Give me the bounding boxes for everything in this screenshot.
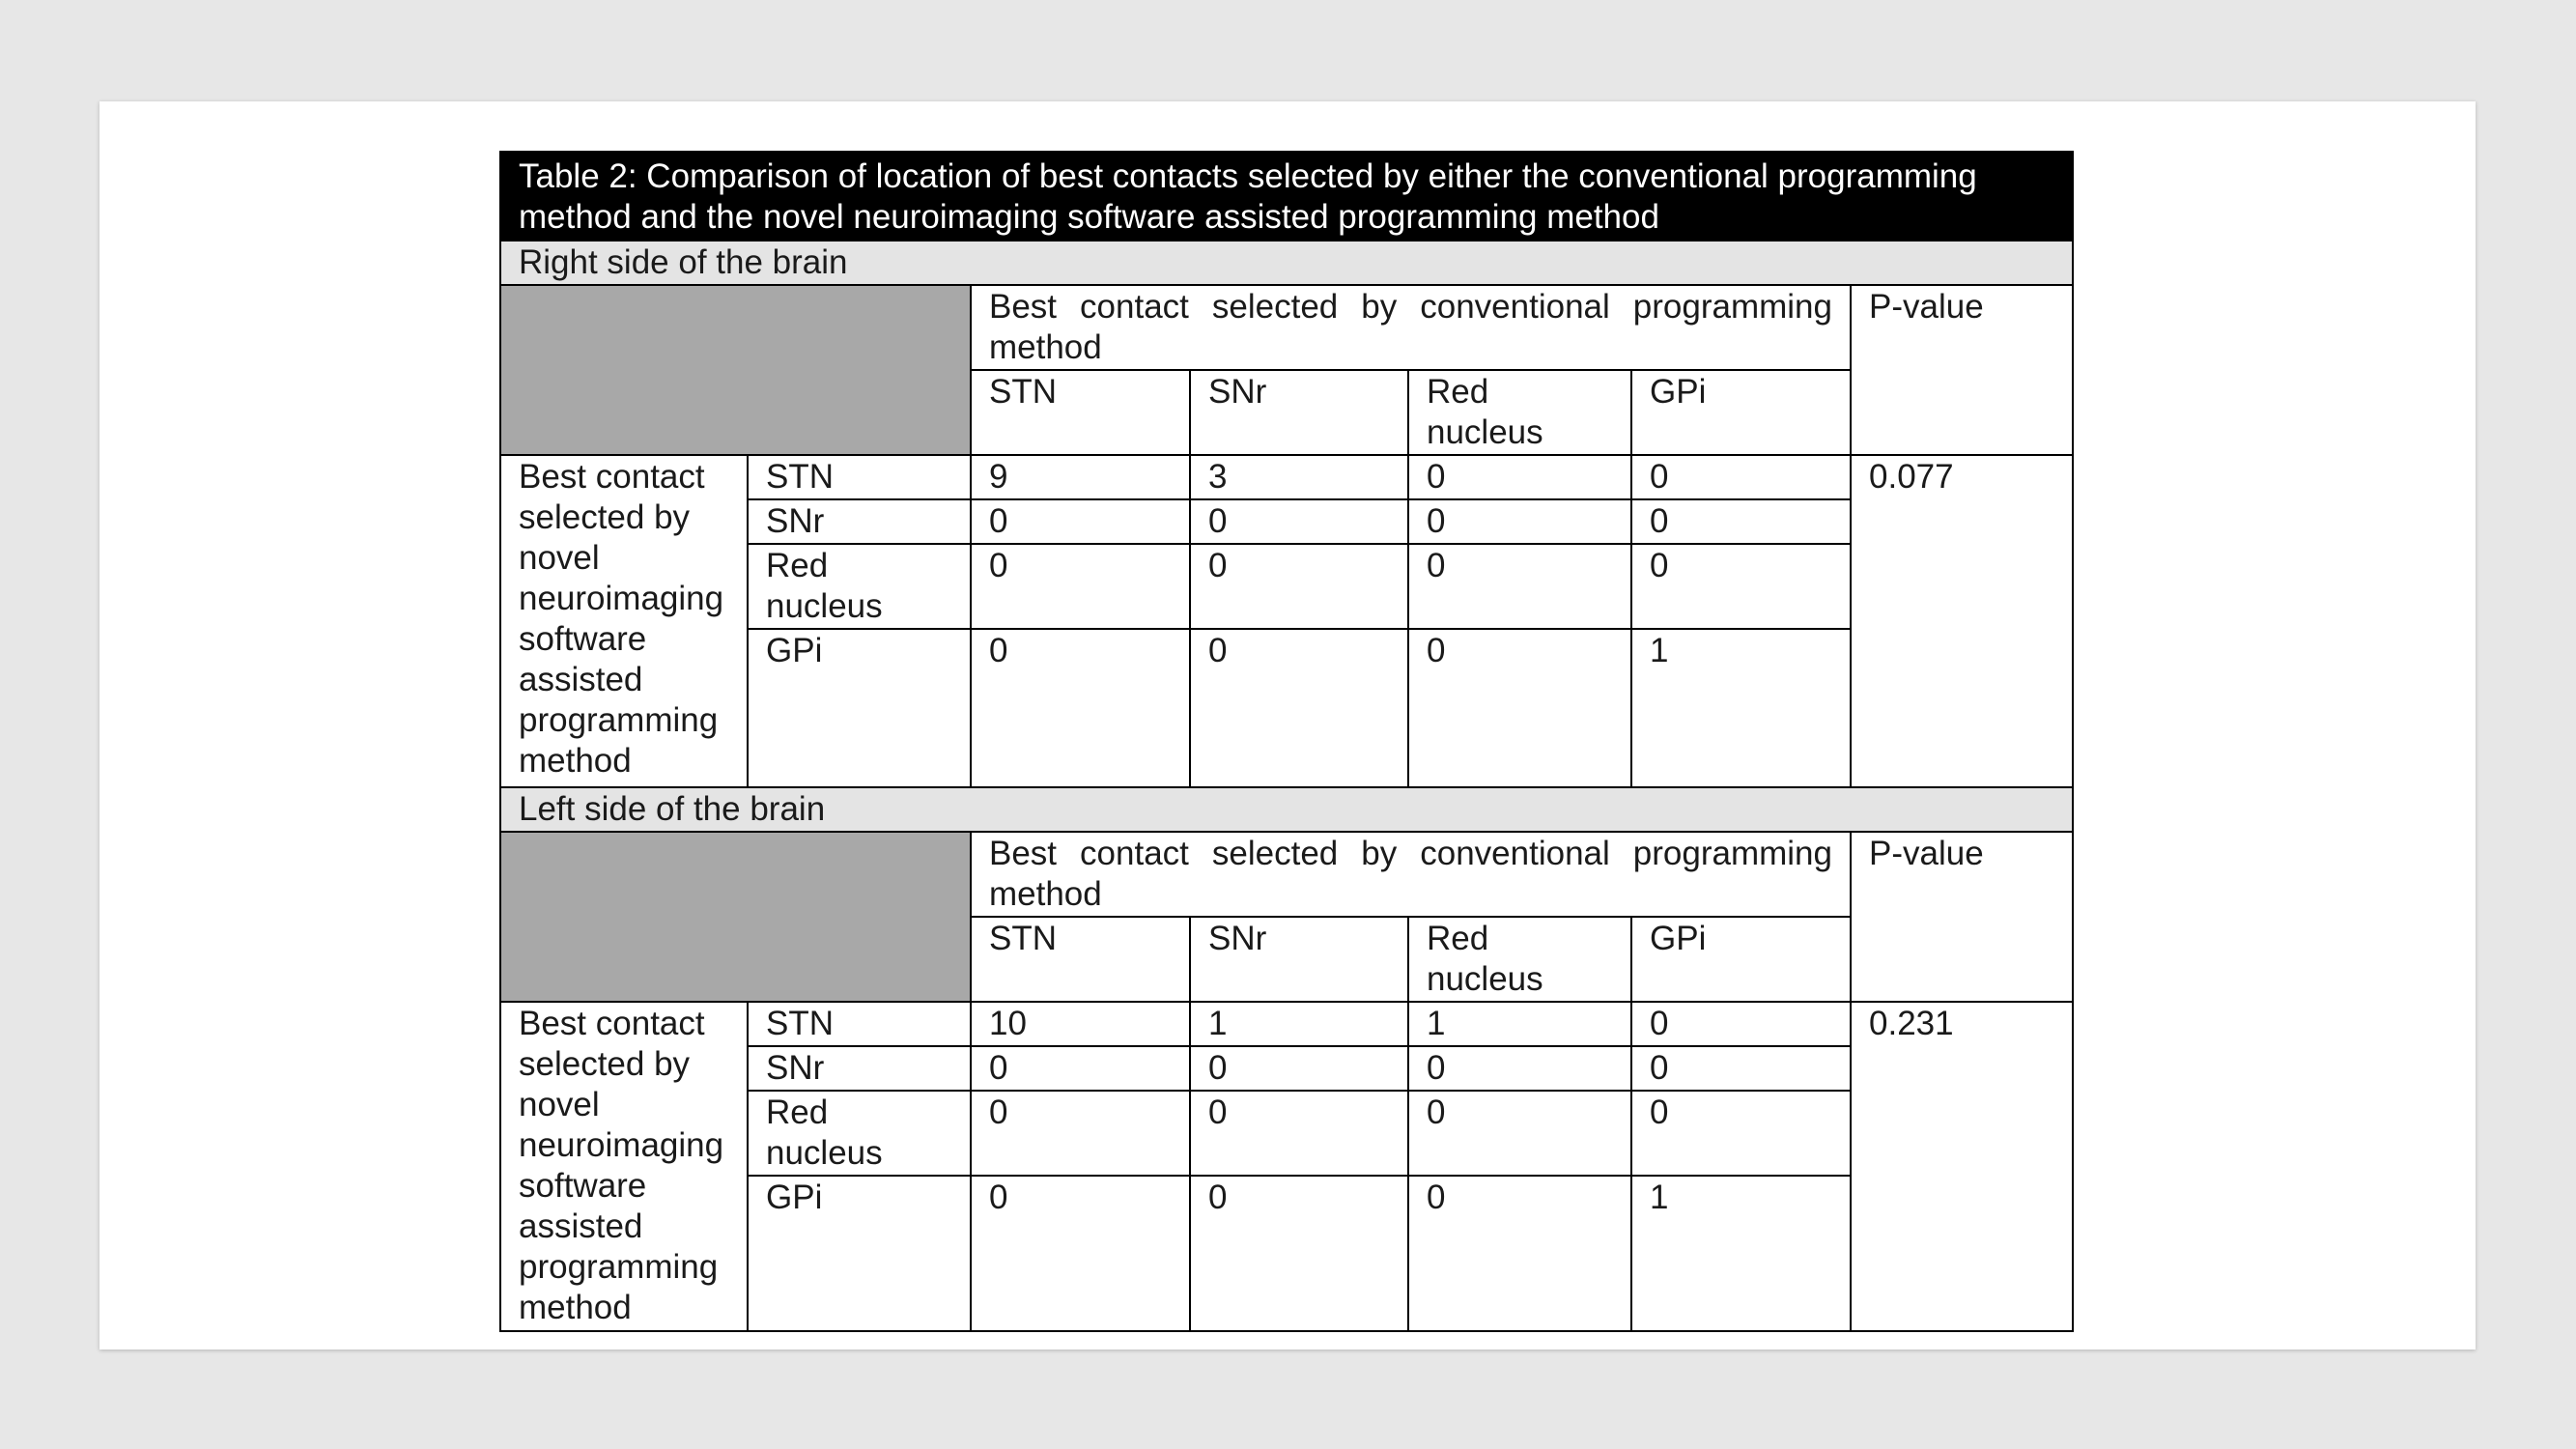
column-header: Red nucleus — [1408, 370, 1631, 455]
column-header: Red nucleus — [1408, 917, 1631, 1002]
caption-row — [500, 152, 2073, 241]
table-cell: 1 — [1631, 629, 1851, 787]
column-header: SNr — [1190, 917, 1408, 1002]
table-cell: 0 — [1631, 455, 1851, 499]
table-cell: 1 — [1190, 1002, 1408, 1046]
column-header: STN — [971, 917, 1190, 1002]
corner-cell — [500, 832, 971, 1002]
table-cell: 0 — [971, 1046, 1190, 1091]
col-group-header: Best contact selected by conventional programming method — [971, 285, 1851, 370]
table-cell: 0 — [1190, 499, 1408, 544]
section-title-right: Right side of the brain — [500, 241, 2073, 285]
table-cell: 0 — [971, 629, 1190, 787]
row-group-header: Best contact selected by novel neuroimaging software assisted programming method — [500, 455, 748, 787]
table-cell: 0 — [1631, 499, 1851, 544]
table-cell: 0 — [1408, 1091, 1631, 1176]
row-label: STN — [748, 455, 971, 499]
table-cell: 0 — [1408, 1046, 1631, 1091]
table-cell: 0 — [1631, 1091, 1851, 1176]
row-label: GPi — [748, 629, 971, 787]
table-cell: 0 — [971, 544, 1190, 629]
table-row — [500, 455, 2073, 499]
table-row — [500, 1002, 2073, 1046]
table-cell: 0 — [1190, 544, 1408, 629]
table-cell: 0 — [1408, 629, 1631, 787]
table-cell: 1 — [1408, 1002, 1631, 1046]
pvalue-header: P-value — [1851, 832, 2073, 1002]
table-cell: 0 — [1408, 455, 1631, 499]
col-group-header: Best contact selected by conventional programming method — [971, 832, 1851, 917]
row-label: SNr — [748, 499, 971, 544]
row-label: Red nucleus — [748, 1091, 971, 1176]
table-cell: 9 — [971, 455, 1190, 499]
table-cell: 0 — [1190, 1176, 1408, 1331]
header-row — [500, 285, 2073, 370]
table-cell: 0 — [1190, 629, 1408, 787]
section-row-right — [500, 241, 2073, 285]
table-cell: 0 — [1190, 1046, 1408, 1091]
table-cell: 10 — [971, 1002, 1190, 1046]
column-header: SNr — [1190, 370, 1408, 455]
row-label: GPi — [748, 1176, 971, 1331]
pvalue-header: P-value — [1851, 285, 2073, 455]
table-cell: 0 — [971, 1091, 1190, 1176]
section-row-left — [500, 787, 2073, 832]
table-cell: 0 — [1631, 544, 1851, 629]
column-header: STN — [971, 370, 1190, 455]
row-label: Red nucleus — [748, 544, 971, 629]
table-cell: 0 — [971, 499, 1190, 544]
column-header: GPi — [1631, 370, 1851, 455]
comparison-table — [499, 151, 2074, 1332]
column-header: GPi — [1631, 917, 1851, 1002]
table-caption: Table 2: Comparison of location of best contacts selected by either the conventional programming method and the novel neuroimaging software assisted programming method — [500, 152, 2073, 241]
table-cell: 0 — [1408, 544, 1631, 629]
row-group-header: Best contact selected by novel neuroimaging software assisted programming method — [500, 1002, 748, 1331]
table-cell: 3 — [1190, 455, 1408, 499]
section-title-left: Left side of the brain — [500, 787, 2073, 832]
pvalue-cell: 0.077 — [1851, 455, 2073, 787]
table-cell: 0 — [1408, 1176, 1631, 1331]
row-label: SNr — [748, 1046, 971, 1091]
row-label: STN — [748, 1002, 971, 1046]
table-cell: 0 — [971, 1176, 1190, 1331]
corner-cell — [500, 285, 971, 455]
table-cell: 0 — [1631, 1046, 1851, 1091]
pvalue-cell: 0.231 — [1851, 1002, 2073, 1331]
table-cell: 0 — [1408, 499, 1631, 544]
table-cell: 0 — [1631, 1002, 1851, 1046]
header-row — [500, 832, 2073, 917]
table-cell: 1 — [1631, 1176, 1851, 1331]
table-cell: 0 — [1190, 1091, 1408, 1176]
